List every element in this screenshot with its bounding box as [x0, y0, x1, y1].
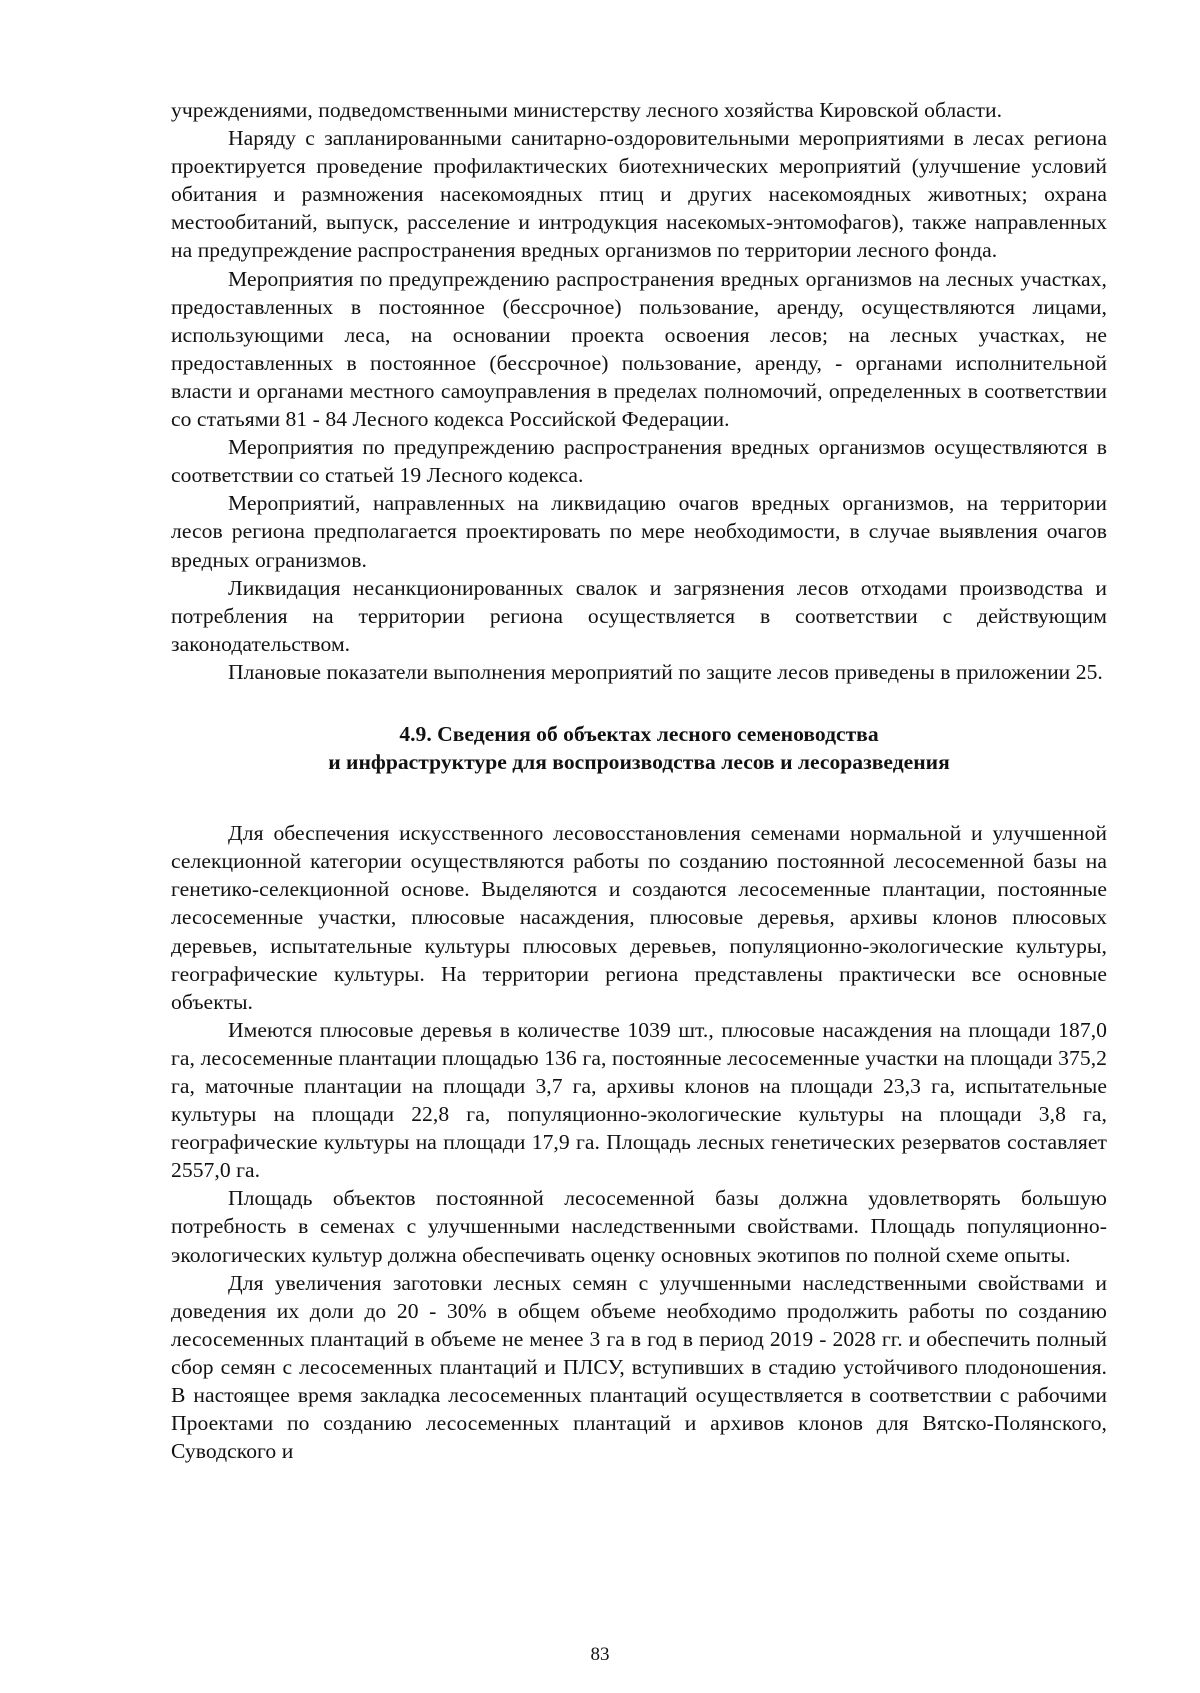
paragraph-continuation: учреждениями, подведомственными министерству лесного хозяйства Кировской области.: [171, 98, 1003, 122]
paragraph-appendix-reference: Плановые показатели выполнения мероприятий по защите лесов приведены в приложении 25.: [228, 659, 1103, 684]
paragraph-dump-liquidation: Ликвидация несанкционированных свалок и загрязнения лесов отходами производства и потребления на территории региона осуществляется в соответствии с действующим законодательством.: [171, 575, 1107, 656]
paragraph-seed-objects-areas: Имеются плюсовые деревья в количестве 1039 шт., плюсовые насаждения на площади 187,0 га, лесосеменные плантации площадью 136 га, постоянные лесосеменные участки на площади 375,2 га, маточные плантации на площади 3,7 га, архивы клонов на площади 23,3 га, испытательные культуры на площади 22,8 га, популяционно-экологические культуры на площади 3,8 га, географические культуры на площади 17,9 га. Площадь лесных генетических резерватов составляет 2557,0 га.: [171, 1017, 1107, 1183]
paragraph-prevention-responsibility: Мероприятия по предупреждению распространения вредных организмов на лесных участках, предоставленных в постоянное (бессрочное) пользование, аренду, осуществляются лицами, использующими леса, на основании проекта освоения лесов; на лесных участках, не предоставленных в постоянное (бессрочное) пользование, аренду, - органами исполнительной власти и органами местного самоуправления в пределах полномочий, определенных в соответствии со статьями 81 - 84 Лесного кодекса Российской Федерации.: [171, 266, 1107, 432]
paragraph-article-19: Мероприятия по предупреждению распространения вредных организмов осуществляются в соответствии со статьей 19 Лесного кодекса.: [171, 435, 1107, 488]
paragraph-outbreak-liquidation: Мероприятий, направленных на ликвидацию очагов вредных организмов, на территории лесов региона предполагается проектировать по мере необходимости, в случае выявления очагов вредных огранизмов.: [171, 491, 1107, 572]
section-body: [171, 819, 1107, 1465]
section-heading: [171, 720, 1107, 776]
section-heading-line2: и инфраструктуре для воспроизводства лесов и лесоразведения: [328, 750, 950, 775]
paragraph-seed-base-requirements: Площадь объектов постоянной лесосеменной базы должна удовлетворять большую потребность в семенах с улучшенными наследственными свойствами. Площадь популяционно-экологических культур должна обеспечивать оценку основных экотипов по полной схеме опыты.: [171, 1186, 1107, 1267]
section-heading-line1: 4.9. Сведения об объектах лесного семеноводства: [399, 721, 879, 746]
paragraph-seed-base: Для обеспечения искусственного лесовосстановления семенами нормальной и улучшенной селекционной категории осуществляются работы по созданию постоянной лесосеменной базы на генетико-селекционной основе. Выделяются и создаются лесосеменные плантации, постоянные лесосеменные участки, плюсовые насаждения, плюсовые деревья, архивы клонов плюсовых деревьев, испытательные культуры плюсовых деревьев, популяционно-экологические культуры, географические культуры. На территории региона представлены практически все основные объекты.: [171, 821, 1107, 1014]
page-number: 83: [590, 1644, 610, 1665]
paragraph-biotechnical-measures: Наряду с запланированными санитарно-оздоровительными мероприятиями в лесах региона проектируется проведение профилактических биотехнических мероприятий (улучшение условий обитания и размножения насекомоядных птиц и других насекомоядных животных; охрана местообитаний, выпуск, расселение и интродукция насекомых-энтомофагов), также направленных на предупреждение распространения вредных организмов по территории лесного фонда.: [171, 126, 1107, 263]
paragraph-seed-plantations-plan: Для увеличения заготовки лесных семян с улучшенными наследственными свойствами и доведения их доли до 20 - 30% в общем объеме необходимо продолжить работы по созданию лесосеменных плантаций в объеме не менее 3 га в год в период 2019 - 2028 гг. и обеспечить полный сбор семян с лесосеменных плантаций и ПЛСУ, вступивших в стадию устойчивого плодоношения. В настоящее время закладка лесосеменных плантаций осуществляется в соответствии с рабочими Проектами по созданию лесосеменных плантаций и архивов клонов для Вятско-Полянского, Суводского и: [171, 1270, 1107, 1464]
document-page: [171, 96, 1107, 1465]
